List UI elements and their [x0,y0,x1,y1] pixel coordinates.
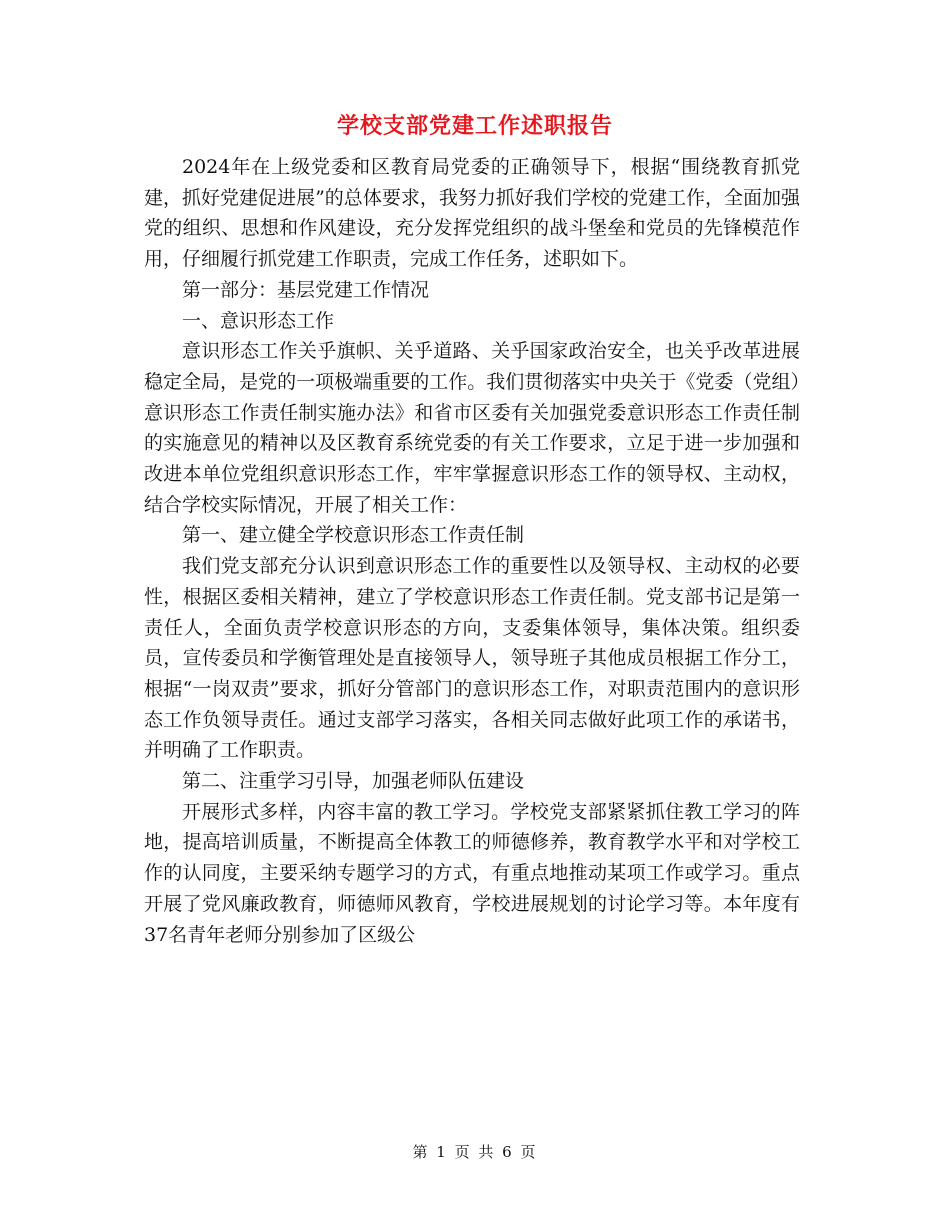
paragraph-training: 开展形式多样，内容丰富的教工学习。学校党支部紧紧抓住教工学习的阵地，提高培训质量，不断提高全体教工的师德修养，教育教学水平和对学校工作的认同度，主要采纳专题学习的方式，有重点地推动某项工作或学习。重点开展了党风廉政教育，师德师风教育，学校进展规划的讨论学习等。本年度有37名青年老师分别参加了区级公 [144,800,800,946]
document-body [144,152,800,950]
document-title: 学校支部党建工作述职报告 [336,113,613,139]
paragraph-ideology: 意识形态工作关乎旗帜、关乎道路、关乎国家政治安全，也关乎改革进展稳定全局，是党的一项极端重要的工作。我们贯彻落实中央关于《党委（党组）意识形态工作责任制实施办法》和省市区委有关加强党委意识形态工作责任制的实施意见的精神以及区教育系统党委的有关工作要求，立足于进一步加强和改进本单位党组织意识形态工作，牢牢掌握意识形态工作的领导权、主动权，结合学校实际情况，开展了相关工作： [144,340,800,516]
heading-item-one: 第一、建立健全学校意识形态工作责任制 [182,524,525,547]
paragraph-intro: 2024年在上级党委和区教育局党委的正确领导下，根据“围绕教育抓党建，抓好党建促进展”的总体要求，我努力抓好我们学校的党建工作，全面加强党的组织、思想和作风建设，充分发挥党组织的战斗堡垒和党员的先锋模范作用，仔细履行抓党建工作职责，完成工作任务，述职如下。 [144,156,800,271]
heading-item-two: 第二、注重学习引导，加强老师队伍建设 [182,770,525,793]
heading-part-one: 第一部分：基层党建工作情况 [182,278,430,301]
page-number-footer: 第 1 页 共 6 页 [412,1143,538,1161]
paragraph-responsibility: 我们党支部充分认识到意识形态工作的重要性以及领导权、主动权的必要性，根据区委相关精神，建立了学校意识形态工作责任制。党支部书记是第一责任人，全面负责学校意识形态的方向，支委集体领导，集体决策。组织委员，宣传委员和学衡管理处是直接领导人，领导班子其他成员根据工作分工，根据“一岗双责”要求，抓好分管部门的意识形态工作，对职责范围内的意识形态工作负领导责任。通过支部学习落实，各相关同志做好此项工作的承诺书，并明确了工作职责。 [144,555,800,762]
heading-section-one: 一、意识形态工作 [182,309,335,332]
